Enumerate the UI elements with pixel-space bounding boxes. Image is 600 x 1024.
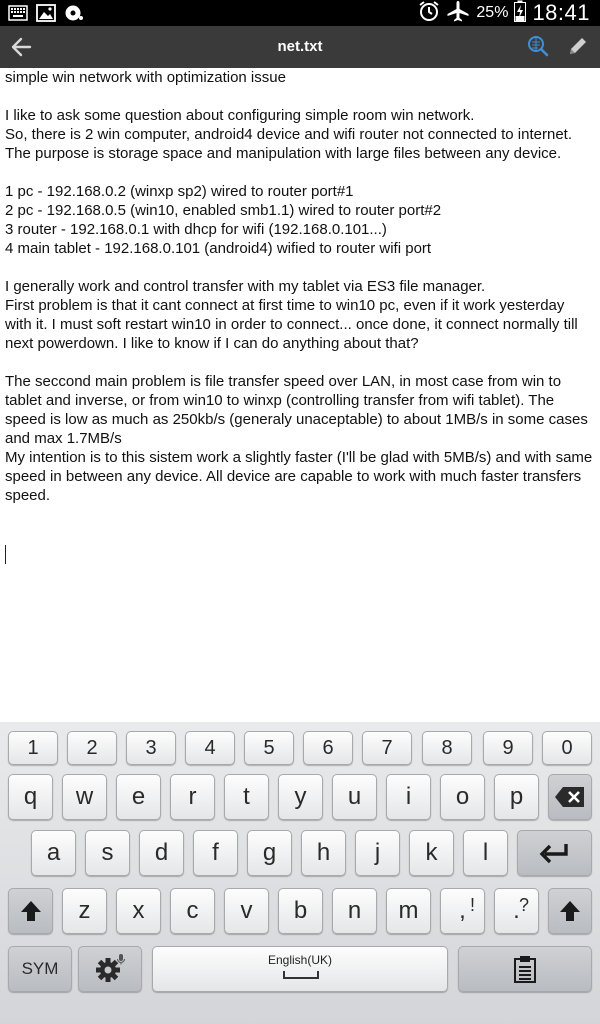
key-s[interactable]: s	[85, 830, 130, 876]
key-z[interactable]: z	[62, 888, 107, 934]
exclamation-label: !	[469, 895, 475, 915]
key-4[interactable]: 4	[185, 731, 235, 765]
key-a[interactable]: a	[31, 830, 76, 876]
gear-icon	[94, 953, 126, 985]
key-5[interactable]: 5	[244, 731, 294, 765]
key-j[interactable]: j	[355, 830, 400, 876]
key-comma[interactable]	[440, 888, 485, 934]
key-e[interactable]: e	[116, 774, 161, 820]
text-editor-content[interactable]: simple win network with optimization issue I like to ask some question about configuring simple room win network. So, there is 2 win computer, android4 device and wifi router not connected to internet. The purpose is storage space and manipulation with large files between any device. 1 pc - 192.168.0.2 (winxp sp2) wired to router port#1 2 pc - 192.168.0.5 (win10, enabled smb1.1) wired to router port#2 3 router - 192.168.0.1 with dhcp for wifi (192.168.0.101...) 4 main tablet - 192.168.0.101 (android4) wified to router wifi port I generally work and control transfer with my tablet via ES3 file manager. First problem is that it cant connect at first time to win10 pc, even if it work yesterday with it. I must soft restart win10 in order to connect... once done, it connect normally till next powerdown. I like to know if I can do anything about that? The seccond main problem is file transfer speed over LAN, in most case from win to tablet and inverse, or from win10 to winxp (controlling transfer from wifi tablet). The speed is low as much as 250kb/s (generaly unaceptable) to about 1MB/s in some cases and max 1.7MB/s My intention is to this sistem work a slightly faster (I'll be glad with 5MB/s) and with same speed in between any device. All device are capable to work with much faster transfers speed.	[5, 69, 593, 504]
key-f[interactable]: f	[193, 830, 238, 876]
key-u[interactable]: u	[332, 774, 377, 820]
question-label: ?	[518, 895, 529, 915]
comma-label: ,	[459, 897, 466, 924]
media-notification-icon	[64, 3, 84, 23]
search-in-file-icon[interactable]	[526, 34, 550, 58]
key-r[interactable]: r	[170, 774, 215, 820]
text-cursor	[5, 545, 6, 564]
settings-voice-key[interactable]	[78, 946, 142, 992]
keyboard-language-label: English(UK)	[267, 953, 333, 967]
key-v[interactable]: v	[224, 888, 269, 934]
enter-key[interactable]	[517, 830, 592, 876]
file-title: net.txt	[277, 38, 323, 55]
status-bar	[0, 0, 600, 26]
microphone-icon	[118, 954, 125, 965]
battery-charging-icon	[514, 0, 526, 27]
clock-time: 18:41	[532, 0, 590, 25]
key-2[interactable]: 2	[67, 731, 117, 765]
key-period[interactable]	[494, 888, 539, 934]
key-h[interactable]: h	[301, 830, 346, 876]
key-y[interactable]: y	[278, 774, 323, 820]
key-o[interactable]: o	[440, 774, 485, 820]
key-m[interactable]: m	[386, 888, 431, 934]
space-icon	[283, 971, 319, 979]
shift-key-left[interactable]	[8, 888, 53, 934]
backspace-key[interactable]	[548, 774, 592, 820]
shift-arrow-icon	[558, 899, 582, 923]
key-x[interactable]: x	[116, 888, 161, 934]
on-screen-keyboard	[0, 722, 600, 1024]
battery-percent: 25%	[476, 4, 509, 21]
period-label: .	[513, 897, 520, 924]
airplane-mode-icon	[446, 0, 470, 27]
edit-pencil-icon[interactable]	[566, 34, 590, 58]
key-n[interactable]: n	[332, 888, 377, 934]
sym-key[interactable]: SYM	[8, 946, 72, 992]
shift-arrow-icon	[19, 899, 43, 923]
key-q[interactable]: q	[8, 774, 53, 820]
clipboard-key[interactable]	[458, 946, 592, 992]
backspace-icon	[554, 786, 586, 808]
alarm-icon	[418, 0, 440, 27]
shift-key-right[interactable]	[548, 888, 592, 934]
keyboard-notification-icon	[8, 3, 28, 23]
key-b[interactable]: b	[278, 888, 323, 934]
key-1[interactable]: 1	[8, 731, 58, 765]
key-8[interactable]: 8	[422, 731, 472, 765]
key-d[interactable]: d	[139, 830, 184, 876]
key-c[interactable]: c	[170, 888, 215, 934]
app-bar	[0, 26, 600, 68]
back-arrow-icon[interactable]	[8, 34, 34, 60]
key-i[interactable]: i	[386, 774, 431, 820]
clipboard-icon	[513, 955, 537, 983]
enter-arrow-icon	[539, 842, 571, 864]
key-0[interactable]: 0	[542, 731, 592, 765]
key-7[interactable]: 7	[362, 731, 412, 765]
key-t[interactable]: t	[224, 774, 269, 820]
space-bar-key[interactable]	[152, 946, 448, 992]
key-g[interactable]: g	[247, 830, 292, 876]
key-p[interactable]: p	[494, 774, 539, 820]
key-9[interactable]: 9	[483, 731, 533, 765]
key-w[interactable]: w	[62, 774, 107, 820]
key-k[interactable]: k	[409, 830, 454, 876]
key-l[interactable]: l	[463, 830, 508, 876]
gallery-notification-icon	[36, 3, 56, 23]
key-6[interactable]: 6	[303, 731, 353, 765]
key-3[interactable]: 3	[126, 731, 176, 765]
